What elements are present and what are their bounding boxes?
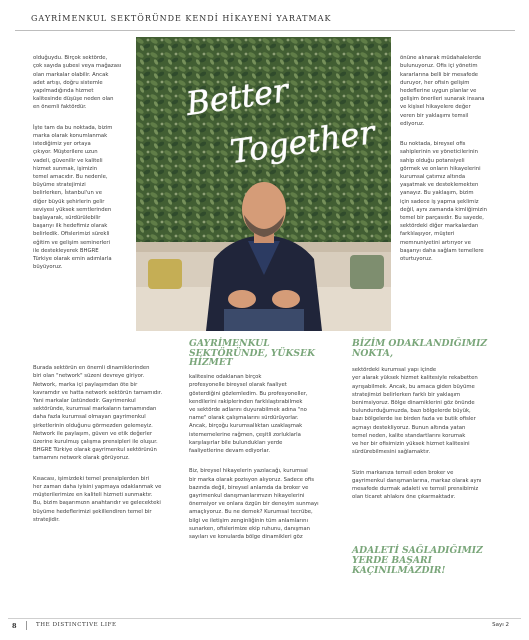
right-column-bottom <box>352 358 512 543</box>
paragraph: Burada sektörün en önemli dinamiklerinden biri olan "network" süzeni devreye giriyor. Network, marka içi paylaşımdan öte bir kavramdır ve hatta network sektörün tamamıdır. Yani markalar üstündedir. Gayrimenkul sektöründe, kurumsal markaların tamamından daha fazla kurumsal olmayan gayrimenkul şirketlerinin olduğunu görmezden gelemeyiz. Network ile paylaşım, güven ve etik değerler üzerine kurulmuş çalışma prensipleri ile oluşur. BHGRE Türkiye olarak gayrimenkul sektörünün tamamını network olarak görüyoruz. <box>33 365 163 462</box>
pull-quote-focus: BİZİM ODAKLANDIĞIMIZ NOKTA, <box>352 338 488 359</box>
page-number: 8 <box>12 622 17 630</box>
paragraph: İşte tam da bu noktada, bizim marka olarak konumlanmak istediğimiz yer ortaya çıkıyor. Müşterilere uzun vadeli, güvenilir ve kaliteli hizmet sunmak, işimizin temel amacıdır. Bu nedenle, büyüme stratejimizi belirlerken, İstanbul'un ve diğer büyük şehirlerin gelir seviyesi yüksek semtlerinden başlayarak, sürdürülebilir başarıyı ilk hedefimiz olarak belirledik. Ofislerimizi sürekli eğitim ve gelişim seminerleri ile destekleyerek BHGRE Türkiye olarak emin adımlarla büyüyoruz. <box>33 124 113 271</box>
paragraph: sektördeki kurumsal yapı içinde yer alarak yüksek hizmet kalitesiyle rekabetten ayrışabilmek. Ancak, bu amaca giden büyüme stratejimizi belirlerken farklı bir yaklaşım benimsiyoruz. Bölge dinamiklerini göz önünde bulundurduğumuzda, bazı bölgelerde büyük, bazı bölgelerde ise birden fazla ve butik ofisler açmayı destekliyoruz. Bunun altında yatan temel neden, kalite standartlarını korumak ve her bir ofisimizin yüksek hizmet kalitesini sürdürebilmesini sağlamaktır. <box>352 367 478 456</box>
page-header <box>15 8 515 32</box>
paragraph: önüne alınarak müdahalelerde bulunuyoruz. Ofis içi yönetim kararlarına belli bir mesafede duruyor, her ofisin gelişim hedeflerine uygun planlar ve gelişim önerileri sunarak insana ve kişisel hikayelere değer veren bir yaklaşımı temsil ediyoruz. <box>400 55 485 127</box>
paragraph: Kısacası, işimizdeki temel prensiplerden biri her zaman daha iyisini yapmaya odaklanmak ve müşterilerimize en kaliteli hizmeti sunmaktır. Bu, bizim başarımızın anahtarıdır ve gelecekteki büyüme hedeflerimizi şekillendiren temel bir stratejidir. <box>33 475 162 523</box>
man-head <box>242 182 286 236</box>
photo-illustration <box>136 37 391 331</box>
left-column-bottom <box>33 356 183 566</box>
article-header-title: GAYRİMENKUL SEKTÖRÜNDE KENDİ HİKAYENİ YARATMAK <box>31 14 332 23</box>
footer-separator <box>26 621 27 630</box>
paragraph: kalitesine odaklanan birçok profesyonelle bireysel olarak faaliyet gösterdiğini gözlemledim. Bu profesyoneller, kendilerini rakiplerinden farklılaştırabilmek ve sektörde adlarını duyurabilmek adına "no name" olarak çalışmalarını sürdürüyorlar. Ancak, birçoğu kurumsallıktan uzaklaşmak istememelerine rağmen, çeşitli zorluklarla karşılaşırlar bile bulundukları yerde faaliyetlerine devam ediyorlar. <box>189 374 308 455</box>
cushion-left <box>148 259 182 289</box>
magazine-name: THE DISTINCTIVE LIFE <box>36 622 117 628</box>
issue-number: Sayı 2 <box>492 622 509 628</box>
cushion-right <box>350 255 384 289</box>
paragraph: olduğuydu. Birçok sektörde, çok sayıda şubesi veya mağazası olan markalar olabilir. Ancak adet artışı, doğru sistemle yapılmadığında hizmet kalitesinde düşüşe neden olan en önemli faktördür. <box>33 55 122 111</box>
paragraph: Sizin markanıza temsil eden broker ve gayrimenkul danışmanlarına, markaz olarak aynı mesafede durmak adaleti ve temsil prensibimiz olan ticaret ahlakını öne çıkarmaktadır. <box>352 469 482 501</box>
header-divider <box>15 30 515 31</box>
footer-divider <box>8 618 521 619</box>
paragraph: Bu noktada, bireysel ofis sahiplerinin ve yöneticilerinin sahip olduğu potansiyeli görmek ve onların hikayelerini kurumsal çatımız altında yaşatmak ve desteklemekten yanayız. Bu yaklaşım, bizim için sadece iş yapma şeklimiz değil, aynı zamanda kimliğimizin temel bir parçasıdır. Bu sayede, sektördeki diğer markalardan farklılaşıyor, müşteri memnuniyetini artırıyor ve başarıyı daha sağlam temellere oturtuyoruz. <box>400 141 487 263</box>
neon-sign-line1: Better <box>183 71 291 123</box>
right-column-top <box>400 46 508 341</box>
middle-column-bottom <box>189 365 344 613</box>
neon-sign-line2: Together <box>227 113 377 171</box>
left-column-top <box>33 46 131 341</box>
pull-quote-primary: GAYRİMENKUL SEKTÖRÜNDE, YÜKSEK HİZMET <box>189 338 316 369</box>
pull-quote-justice: ADALETİ SAĞLADIĞIMIZ YERDE BAŞARI KAÇINILMAZDIR! <box>352 545 483 576</box>
article-photo <box>136 37 391 331</box>
paragraph: Biz, bireysel hikayelerin yazılacağı, kurumsal bir marka olarak pozisyon alıyoruz. Sadece ofis bazında değil, bireysel anlamda da broker ve gayrimenkul danışmanlarımızın hikayelerini önemsiyor ve onlara özgün bir deneyim sunmayı amaçlıyoruz. Bu ne demek? Kurumsal tecrübe, bilgi ve iletişim zenginliğinin tüm anlamlarını sunarken, ofislerimize ekip ruhunu, danışman sayıları ve konularda bölge dinamikleri göz <box>189 468 319 541</box>
